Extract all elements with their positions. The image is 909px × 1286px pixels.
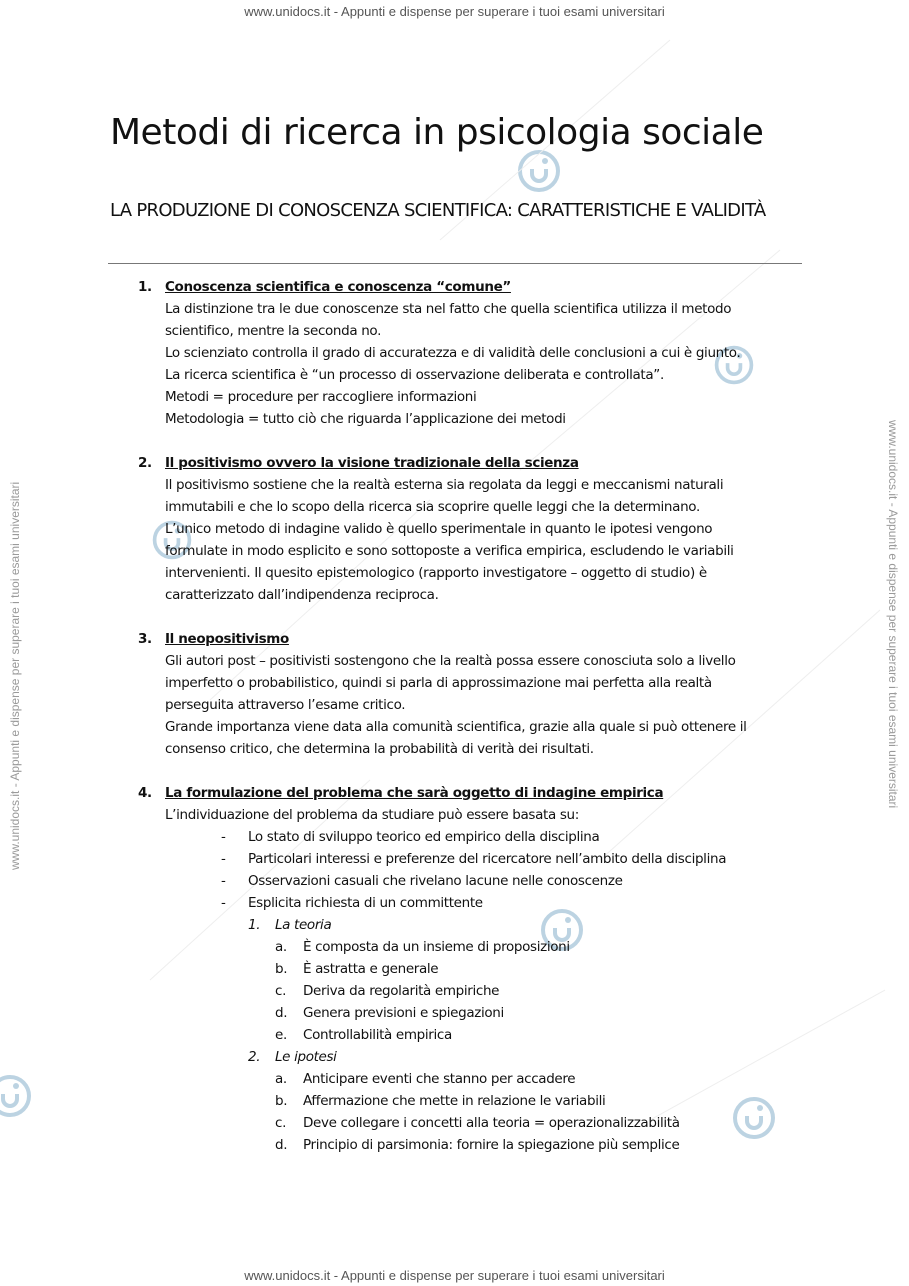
section-heading: LA PRODUZIONE DI CONOSCENZA SCIENTIFICA: CARATTERISTICHE E VALIDITÀ — [110, 200, 766, 221]
paragraph-line: L’unico metodo di indagine valido è quello sperimentale in quanto le ipotesi vengono — [165, 521, 713, 537]
section-3-body — [138, 650, 798, 760]
section-number: 1. — [138, 279, 152, 295]
item-marker: b. — [275, 1093, 288, 1109]
dash-marker: - — [221, 829, 226, 845]
paragraph-line: Lo scienziato controlla il grado di accuratezza e di validità delle conclusioni a cui è giunto. — [165, 345, 741, 361]
dash-marker: - — [221, 851, 226, 867]
section-number: 3. — [138, 631, 152, 647]
list-item — [221, 870, 798, 892]
document-body — [138, 276, 798, 1178]
item-marker: e. — [275, 1027, 287, 1043]
list-item — [275, 1068, 798, 1090]
section-1-heading — [138, 276, 798, 298]
list-item-text: Osservazioni casuali che rivelano lacune nelle conoscenze — [248, 873, 623, 889]
page-title: Metodi di ricerca in psicologia sociale — [110, 112, 764, 153]
sublist-heading — [248, 914, 798, 936]
item-marker: c. — [275, 1115, 287, 1131]
paragraph-line: Metodologia = tutto ciò che riguarda l’applicazione dei metodi — [165, 411, 566, 427]
sublist-number: 1. — [248, 917, 261, 933]
list-item-text: Lo stato di sviluppo teorico ed empirico della disciplina — [248, 829, 600, 845]
section-2 — [138, 452, 798, 606]
list-item-text: Deriva da regolarità empiriche — [303, 983, 500, 999]
section-2-body — [138, 474, 798, 606]
list-item-text: Esplicita richiesta di un committente — [248, 895, 483, 911]
paragraph-line: Il positivismo sostiene che la realtà esterna sia regolata da leggi e meccanismi naturali — [165, 477, 724, 493]
paragraph-line: La distinzione tra le due conoscenze sta nel fatto che quella scientifica utilizza il metodo — [165, 301, 732, 317]
dash-marker: - — [221, 873, 226, 889]
paragraph-line: intervenienti. Il quesito epistemologico (rapporto investigatore – oggetto di studio) è — [165, 565, 707, 581]
sublist-title: Le ipotesi — [275, 1049, 337, 1065]
list-item — [221, 848, 798, 870]
watermark-footer: www.unidocs.it - Appunti e dispense per superare i tuoi esami universitari — [244, 1268, 665, 1283]
section-4-heading — [138, 782, 798, 804]
sublist-items — [275, 936, 798, 1046]
list-item — [275, 936, 798, 958]
list-item — [275, 958, 798, 980]
list-item — [275, 1134, 798, 1156]
list-item-text: Anticipare eventi che stanno per accadere — [303, 1071, 576, 1087]
section-number: 2. — [138, 455, 152, 471]
paragraph-line: L’individuazione del problema da studiare può essere basata su: — [165, 807, 579, 823]
section-4 — [138, 782, 798, 1156]
sublist-teoria — [248, 914, 798, 1156]
paragraph-line: consenso critico, che determina la probabilità di verità dei risultati. — [165, 741, 594, 757]
list-item — [275, 1112, 798, 1134]
list-item — [221, 826, 798, 848]
sublist-title: La teoria — [275, 917, 332, 933]
list-item — [275, 1090, 798, 1112]
section-4-body — [138, 804, 798, 1156]
list-item — [221, 892, 798, 914]
heading-divider — [108, 263, 802, 264]
sublist-items — [275, 1068, 798, 1156]
paragraph-line: scientifico, mentre la seconda no. — [165, 323, 382, 339]
section-number: 4. — [138, 785, 152, 801]
paragraph-line: caratterizzato dall’indipendenza reciproca. — [165, 587, 439, 603]
section-title: Il positivismo ovvero la visione tradizionale della scienza — [165, 455, 579, 471]
paragraph-line: imperfetto o probabilistico, quindi si parla di approssimazione mai perfetta alla realtà — [165, 675, 712, 691]
section-title: Il neopositivismo — [165, 631, 289, 647]
item-marker: c. — [275, 983, 287, 999]
dash-list — [221, 826, 798, 1156]
list-item-text: È composta da un insieme di proposizioni — [303, 939, 570, 955]
section-title: Conoscenza scientifica e conoscenza “comune” — [165, 279, 511, 295]
paragraph-line: Gli autori post – positivisti sostengono che la realtà possa essere conosciuta solo a livello — [165, 653, 736, 669]
section-3-heading — [138, 628, 798, 650]
paragraph-line: La ricerca scientifica è “un processo di osservazione deliberata e controllata”. — [165, 367, 664, 383]
list-item-text: Genera previsioni e spiegazioni — [303, 1005, 504, 1021]
paragraph-line: perseguita attraverso l’esame critico. — [165, 697, 406, 713]
paragraph-line: formulate in modo esplicito e sono sottoposte a verifica empirica, escludendo le variabili — [165, 543, 734, 559]
list-item-text: Affermazione che mette in relazione le variabili — [303, 1093, 606, 1109]
sublist-heading — [248, 1046, 798, 1068]
item-marker: a. — [275, 939, 287, 955]
item-marker: d. — [275, 1137, 288, 1153]
list-item — [275, 1002, 798, 1024]
section-3 — [138, 628, 798, 760]
watermark-left: www.unidocs.it - Appunti e dispense per superare i tuoi esami universitari — [8, 481, 22, 870]
dash-marker: - — [221, 895, 226, 911]
item-marker: d. — [275, 1005, 288, 1021]
sublist-number: 2. — [248, 1049, 261, 1065]
paragraph-line: immutabili e che lo scopo della ricerca sia scoprire quelle leggi che la determinano. — [165, 499, 700, 515]
item-marker: b. — [275, 961, 288, 977]
list-item — [275, 980, 798, 1002]
paragraph-line: Metodi = procedure per raccogliere informazioni — [165, 389, 477, 405]
section-2-heading — [138, 452, 798, 474]
watermark-right: www.unidocs.it - Appunti e dispense per superare i tuoi esami universitari — [886, 420, 900, 809]
list-item-text: È astratta e generale — [303, 961, 439, 977]
section-title: La formulazione del problema che sarà oggetto di indagine empirica — [165, 785, 664, 801]
list-item-text: Controllabilità empirica — [303, 1027, 452, 1043]
item-marker: a. — [275, 1071, 287, 1087]
watermark-header: www.unidocs.it - Appunti e dispense per superare i tuoi esami universitari — [244, 4, 665, 19]
list-item — [275, 1024, 798, 1046]
list-item-text: Particolari interessi e preferenze del ricercatore nell’ambito della disciplina — [248, 851, 727, 867]
section-1-body — [138, 298, 798, 430]
section-1 — [138, 276, 798, 430]
paragraph-line: Grande importanza viene data alla comunità scientifica, grazie alla quale si può ottenere il — [165, 719, 747, 735]
list-item-text: Deve collegare i concetti alla teoria = operazionalizzabilità — [303, 1115, 680, 1131]
list-item-text: Principio di parsimonia: fornire la spiegazione più semplice — [303, 1137, 680, 1153]
